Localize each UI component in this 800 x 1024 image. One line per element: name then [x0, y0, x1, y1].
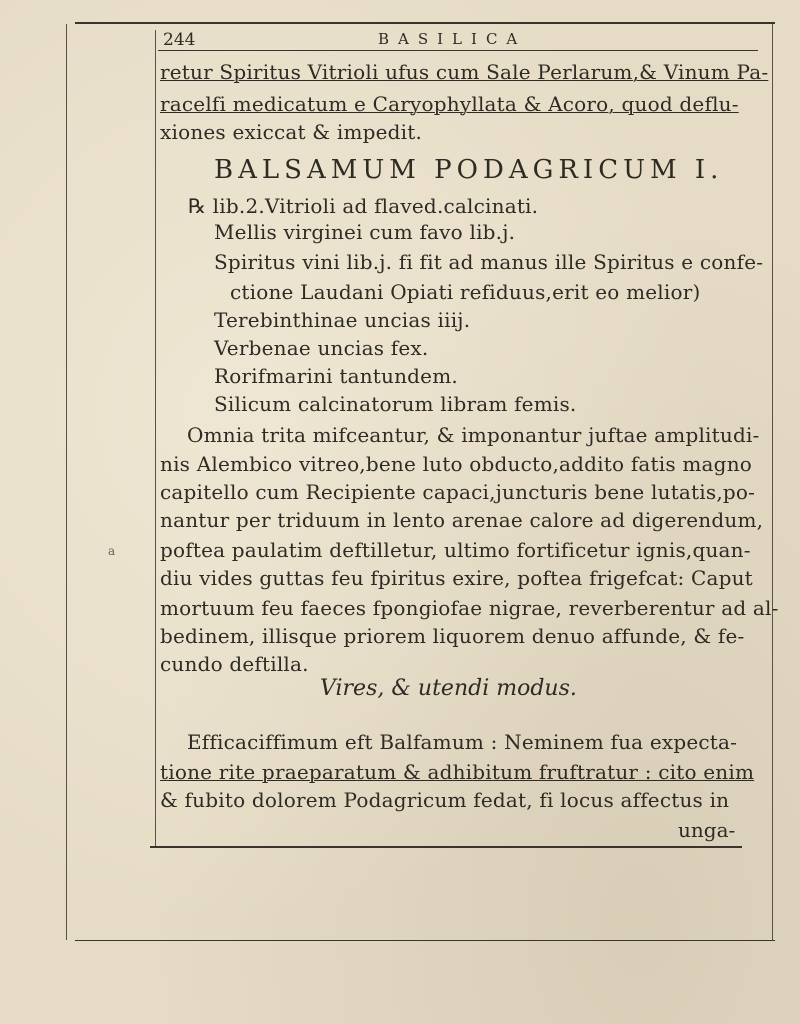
final-line: & fubito dolorem Podagricum fedat, fi locus affectus in — [160, 788, 730, 812]
body-line: Omnia trita mifceantur, & imponantur juftae amplitudi- — [187, 423, 760, 447]
top-rule — [75, 22, 775, 24]
running-title: BASILICA — [378, 30, 527, 48]
recipe-line: ℞ lib.2.Vitrioli ad flaved.calcinati. — [188, 194, 539, 218]
body-line: diu vides guttas feu fpiritus exire, poftea frigefcat: Caput — [160, 566, 753, 590]
page-number: 244 — [163, 30, 196, 50]
bottom-rule — [150, 846, 742, 848]
body-line: capitello cum Recipiente capaci,juncturis bene lutatis,po- — [160, 480, 756, 504]
recipe-line: Silicum calcinatorum libram femis. — [214, 392, 577, 416]
catchword: unga- — [678, 818, 736, 842]
recipe-line: Terebinthinae uncias iiij. — [214, 308, 471, 332]
left-border — [66, 24, 67, 940]
header-rule — [158, 50, 758, 51]
body-line: nantur per triduum in lento arenae calore ad digerendum, — [160, 508, 764, 532]
recipe-line: Verbenae uncias fex. — [214, 336, 429, 360]
recipe-line: ctione Laudani Opiati refiduus,erit eo melior) — [230, 280, 701, 304]
margin-mark: a — [108, 544, 116, 558]
body-line: cundo deftilla. — [160, 652, 309, 676]
right-border — [772, 24, 773, 940]
section-title: BALSAMUM PODAGRICUM I. — [214, 155, 724, 185]
final-line: tione rite praeparatum & adhibitum fruftratur : cito enim — [160, 760, 755, 784]
recipe-line: Mellis virginei cum favo lib.j. — [214, 220, 516, 244]
body-line: nis Alembico vitreo,bene luto obducto,addito fatis magno — [160, 452, 753, 476]
text-line: racelfi medicatum e Caryophyllata & Acoro, quod deflu- — [160, 92, 739, 116]
text-left-border — [155, 30, 156, 846]
recipe-line: Spiritus vini lib.j. fi fit ad manus ille Spiritus e confe- — [214, 250, 764, 274]
body-line: bedinem, illisque priorem liquorem denuo affunde, & fe- — [160, 624, 745, 648]
lower-rule — [75, 940, 775, 941]
final-line: Efficaciffimum eft Balfamum : Neminem fua expecta- — [187, 730, 738, 754]
body-line: mortuum feu faeces fpongiofae nigrae, reverberentur ad al- — [160, 596, 779, 620]
text-line: retur Spiritus Vitrioli ufus cum Sale Perlarum,& Vinum Pa- — [160, 60, 769, 84]
body-line: poftea paulatim deftilletur, ultimo fortificetur ignis,quan- — [160, 538, 751, 562]
subsection-title: Vires, & utendi modus. — [320, 676, 577, 701]
recipe-line: Rorifmarini tantundem. — [214, 364, 458, 388]
text-line: xiones exiccat & impedit. — [160, 120, 423, 144]
